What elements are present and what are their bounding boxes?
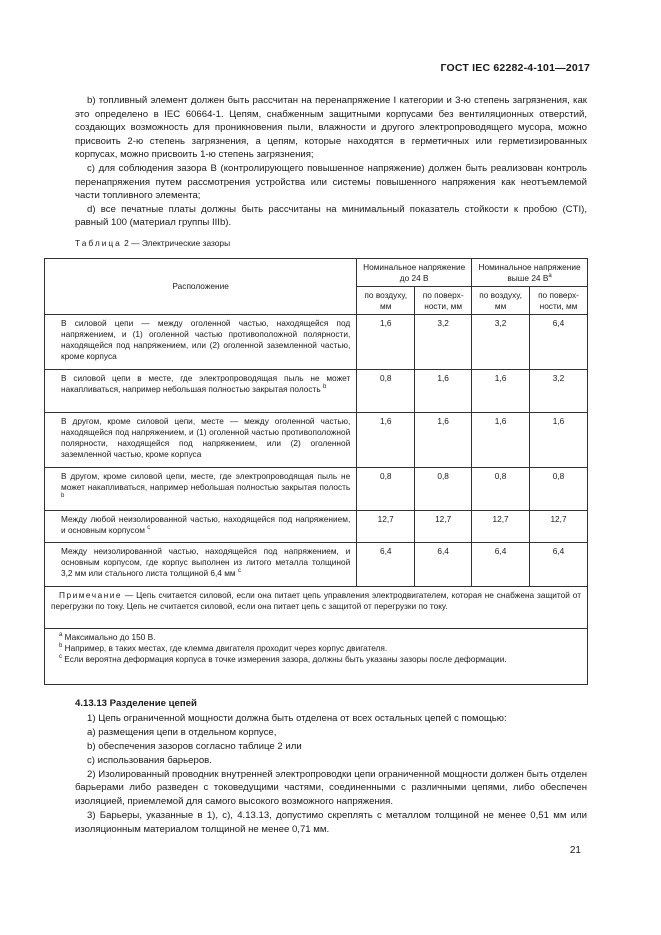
cell-value: 3,2 [472,315,530,370]
footnote-a [51,632,581,643]
row-location [45,413,357,468]
cell-value: 0,8 [472,468,530,511]
section-heading: 4.13.13 Разделение цепей [75,698,197,709]
footnote-mark: a [59,632,63,639]
footnote-mark: a [548,272,552,279]
cell-value: 12,7 [472,511,530,543]
cell-value: 1,6 [472,413,530,468]
section-line: 1) Цепь ограниченной мощности должна быть отделена от всех остальных цепей с помощью: [87,712,507,724]
cell-value: 1,6 [357,315,415,370]
table-caption-text: 2 — Электрические зазоры [121,238,231,248]
cell-value: 1,6 [472,370,530,413]
row-location [45,511,357,543]
cell-value: 0,8 [415,468,472,511]
table-row [45,543,588,587]
table-row [45,511,588,543]
clearance-table [44,258,588,685]
cell-value: 6,4 [357,543,415,587]
cell-value: 0,8 [357,370,415,413]
row-location-text: В другом, кроме силовой цепи, месте — между оголенной частью, находящейся под напряжением, и (1) оголенной частью противоположной полярности, находящейся под напряжением, или (2) оголенной заземленной частью, кроме корпуса [61,416,351,459]
table-caption-prefix: Таблица [75,238,122,248]
subheader-surface: по поверх-ности, мм [415,287,472,315]
row-location [45,543,357,587]
footnote-mark: b [61,493,65,500]
footnote-mark: b [322,384,327,391]
table-note-row [45,587,588,629]
footnote-text: Если вероятна деформация корпуса в точке измерения зазора, должны быть указаны зазоры после деформации. [62,654,507,664]
row-location-text: Между любой неизолированной частью, находящейся под напряжением, и основным корпусом [61,514,351,535]
footnote-mark: b [59,643,63,650]
footnote-text: Например, в таких местах, где клемма двигателя проходит через корпус двигателя. [62,643,388,653]
section-line: 3) Барьеры, указанные в 1), с), 4.13.13, допустимо скреплять с металлом толщиной не менее 0,51 мм или изоляционным материалом толщиной не менее 0,71 мм. [75,810,587,836]
document-header: ГОСТ IEC 62282-4-101—2017 [440,62,590,74]
col-header-group1: Номинальное напряжение до 24 В [357,259,472,287]
paragraph-b: b) топливный элемент должен быть рассчитан на перенапряжение I категории и 3-ю степень загрязнения, как это определено в IEC 60664-1. Цепям, снабженным защитными корпусами без вентиляционных отверстий, создающих возможность для проникновения пыли, влажности и другого электропроводящего мусора, можно присвоить 2-ю степень загрязнения, а цепям, которые находятся в герметичных или герметизированных корпусах, можно присвоить 1-ю степень загрязнения; [75,95,587,161]
cell-value: 1,6 [415,413,472,468]
footnote-mark: c [59,654,62,661]
note-text: — Цепь считается силовой, если она питает цепь управления электродвигателем, которая не снабжена защитой от перегрузки по току. Цепь не считается силовой, если она питает цепь с защитой от перегрузки по току. [51,590,581,611]
cell-value: 6,4 [530,543,588,587]
cell-value: 1,6 [530,413,588,468]
cell-value: 6,4 [472,543,530,587]
footnote-mark: c [237,568,241,575]
cell-value: 6,4 [530,315,588,370]
cell-value: 1,6 [357,413,415,468]
subheader-air: по воздуху, мм [472,287,530,315]
section-line: 2) Изолированный проводник внутренней электропроводки цепи ограниченной мощности должен быть отделен барьерами либо разведен с токоведущими частями, соединенными с различными цепями, либо обеспечен изоляцией, приемлемой для самого высокого возможного напряжения. [75,768,587,808]
table-row [45,315,588,370]
cell-value: 3,2 [415,315,472,370]
section-line: b) обеспечения зазоров согласно таблице 2 или [87,740,302,752]
section-line: a) размещения цепи в отдельном корпусе, [87,726,277,738]
footnote-mark: c [147,525,151,532]
col-header-group2 [472,259,588,287]
note-label: Примечание [59,590,123,600]
table-note [45,587,588,629]
cell-value: 1,6 [415,370,472,413]
table-footnotes-row [45,629,588,685]
cell-value: 12,7 [415,511,472,543]
subheader-air: по воздуху, мм [357,287,415,315]
paragraph-c: c) для соблюдения зазора B (контролирующего повышенное напряжение) должен быть реализован контроль перенапряжения путем рассмотрения устройства или системы повышенного напряжения как неотъемлемой части топливного элемента; [75,162,587,202]
table-row [45,468,588,511]
footnote-text: Максимально до 150 В. [62,632,156,642]
cell-value: 0,8 [530,468,588,511]
footnote-c [51,654,581,665]
row-location-text: В другом, кроме силовой цепи, месте, где электропроводящая пыль не может накапливаться, например небольшая полностью закрытая полость [61,471,351,492]
row-location-text: В силовой цепи в месте, где электропроводящая пыль не может накапливаться, например небольшая полностью закрытая полость [61,373,351,394]
cell-value: 12,7 [530,511,588,543]
section-line: c) использования барьеров. [87,754,212,766]
row-location-text: В силовой цепи — между оголенной частью, находящейся под напряжением, и (1) оголенной частью противоположной полярности, находящейся под напряжением, или (2) оголенной заземленной частью, кроме корпуса [61,318,351,361]
cell-value: 3,2 [530,370,588,413]
col-header-group2-text: Номинальное напряжение выше 24 В [478,261,581,283]
cell-value: 12,7 [357,511,415,543]
row-location [45,370,357,413]
table-caption [75,238,230,248]
section-4-13-13 [75,697,587,837]
col-header-location: Расположение [45,259,357,315]
table-row [45,413,588,468]
table-footnotes [45,629,588,685]
row-location-text: Между неизолированной частью, находящейся под напряжением, и основным корпусом, где корпус выполнен из литого металла толщиной 3,2 мм или стального листа толщиной 6,4 мм [61,546,351,578]
footnote-b [51,643,581,654]
intro-text [75,94,587,230]
cell-value: 0,8 [357,468,415,511]
table-row [45,370,588,413]
paragraph-d: d) все печатные платы должны быть рассчитаны на минимальный показатель стойкости к пробою (CTI), равный 100 (материал группы IIIb). [75,203,587,229]
page-number: 21 [569,845,581,856]
subheader-surface: по поверх-ности, мм [530,287,588,315]
row-location [45,468,357,511]
row-location [45,315,357,370]
cell-value: 6,4 [415,543,472,587]
